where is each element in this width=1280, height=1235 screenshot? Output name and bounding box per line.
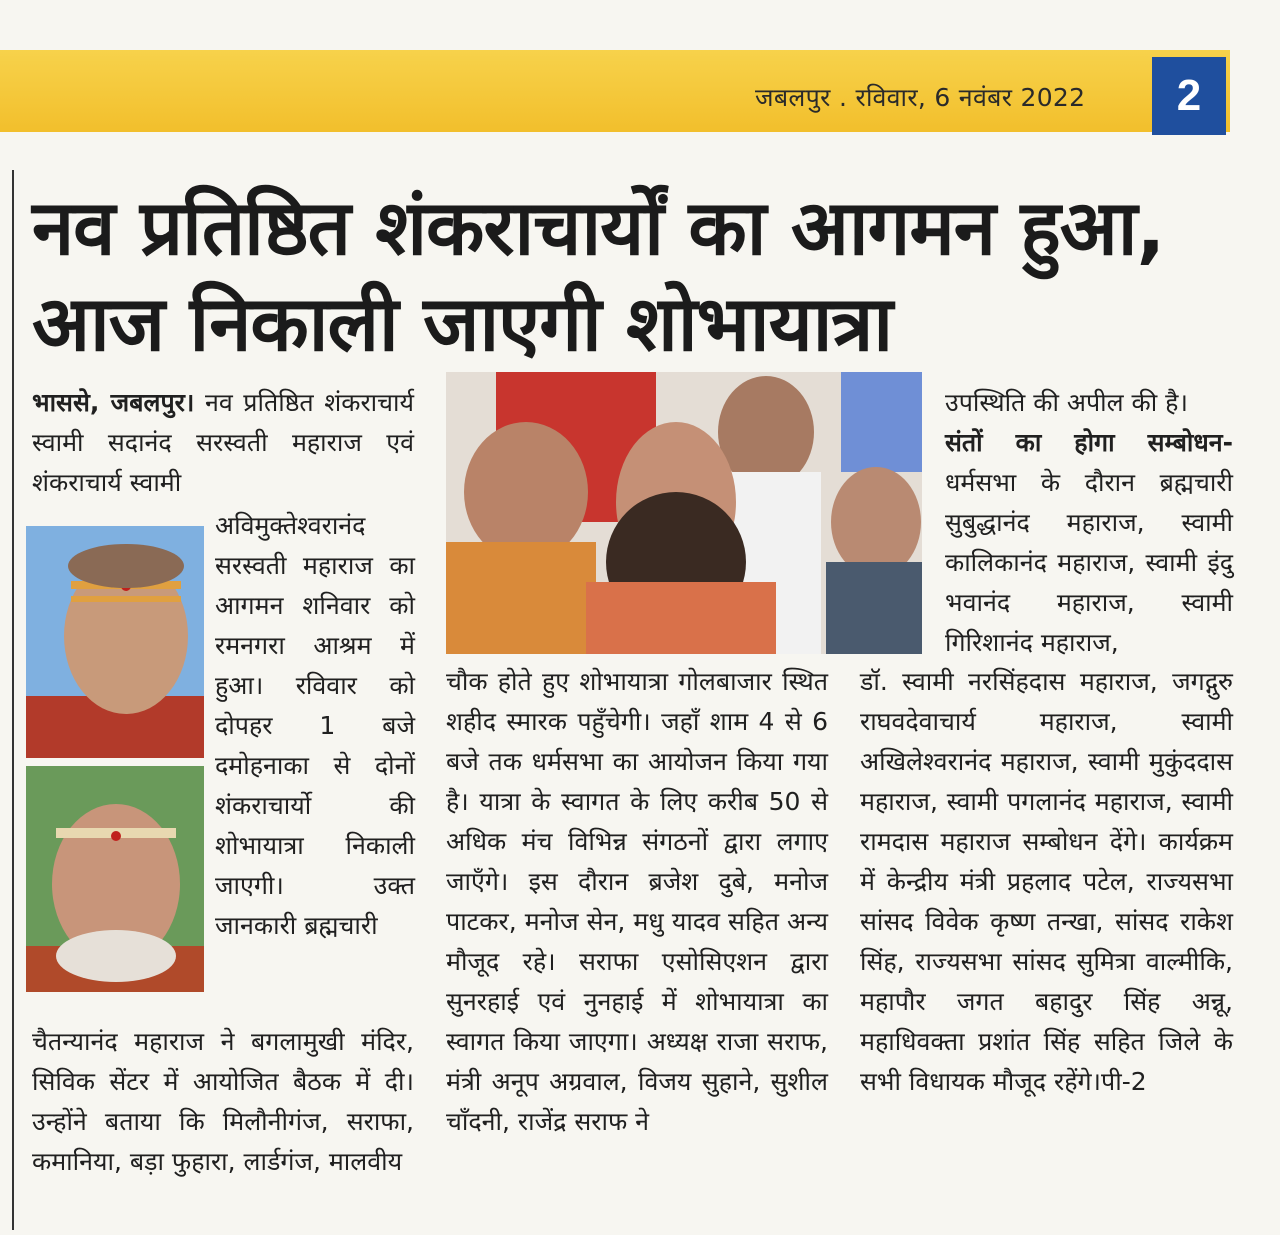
article-text: नव प्रतिष्ठित शंकराचार्य स्वामी सदानंद सरस्वती महाराज एवं शंकराचार्य स्वामी (32, 388, 414, 497)
article-text: चौक होते हुए शोभायात्रा गोलबाजार स्थित शहीद स्मारक पहुँचेगी। जहाँ शाम 4 से 6 बजे तक धर्मसभा का आयोजन किया गया है। यात्रा के स्वागत के लिए करीब 50 से अधिक मंच विभिन्न संगठनों द्वारा लगाए जाएँगे। इस दौरान ब्रजेश दुबे, मनोज पाटकर, मनोज सेन, मधु यादव सहित अन्य मौजूद रहे। सराफा एसोसिएशन द्वारा सुनरहाई एवं नुनहाई में शोभायात्रा का स्वागत किया जाएगा। अध्यक्ष राजा सराफ, मंत्री अनूप अग्रवाल, विजय सुहाने, सुशील चाँदनी, राजेंद्र सराफ ने (446, 667, 828, 1136)
article-column-a-top (32, 383, 414, 503)
article-column-a-side (215, 506, 415, 946)
column-rule (12, 170, 14, 1230)
dateline: जबलपुर . रविवार, 6 नवंबर 2022 (755, 83, 1086, 112)
article-text: डॉ. स्वामी नरसिंहदास महाराज, जगद्गुरु राघवदेवाचार्य महाराज, स्वामी अखिलेश्वरानंद महाराज, स्वामी मुकुंददास महाराज, स्वामी पगलानंद महाराज, स्वामी रामदास महाराज सम्बोधन देंगे। कार्यक्रम में केन्द्रीय मंत्री प्रहलाद पटेल, राज्यसभा सांसद विवेक कृष्ण तन्खा, सांसद राकेश सिंह, राज्यसभा सांसद सुमित्रा वाल्मीकि, महापौर जगत बहादुर सिंह अन्नू, महाधिवक्ता प्रशांत सिंह सहित जिले के सभी विधायक मौजूद रहेंगे।पी-2 (860, 667, 1233, 1096)
article-column-c-bottom (860, 662, 1233, 1102)
portrait-photo-1 (26, 526, 204, 758)
group-photo (446, 372, 922, 654)
article-column-a-bottom (32, 1022, 414, 1182)
portrait-photo-2 (26, 766, 204, 992)
page-number: 2 (1152, 57, 1226, 135)
headline: नव प्रतिष्ठित शंकराचार्यों का आगमन हुआ, आज निकाली जाएगी शोभायात्रा (32, 183, 1165, 368)
article-column-c-top (945, 383, 1233, 663)
article-text: चैतन्यानंद महाराज ने बगलामुखी मंदिर, सिविक सेंटर में आयोजित बैठक में दी। उन्होंने बताया कि मिलौनीगंज, सराफा, कमानिया, बड़ा फुहारा, लार्डगंज, मालवीय (32, 1027, 414, 1176)
article-text: धर्मसभा के दौरान ब्रह्मचारी सुबुद्धानंद महाराज, स्वामी कालिकानंद महाराज, स्वामी इंदु भवानंद महाराज, स्वामी गिरिशानंद महाराज, (945, 468, 1233, 657)
article-text: अविमुक्तेश्वरानंद सरस्वती महाराज का आगमन शनिवार को रमनगरा आश्रम में हुआ। रविवार को दोपहर 1 बजे दमोहनाका से दोनों शंकराचार्यो की शोभायात्रा निकाली जाएगी। उक्त जानकारी ब्रह्मचारी (215, 511, 415, 940)
article-text: उपस्थिति की अपील की है। (945, 388, 1188, 417)
article-column-b (446, 662, 828, 1142)
section-subhead: संतों का होगा सम्बोधन- (945, 428, 1233, 457)
article-lead: भाससे, जबलपुर। (32, 388, 195, 417)
